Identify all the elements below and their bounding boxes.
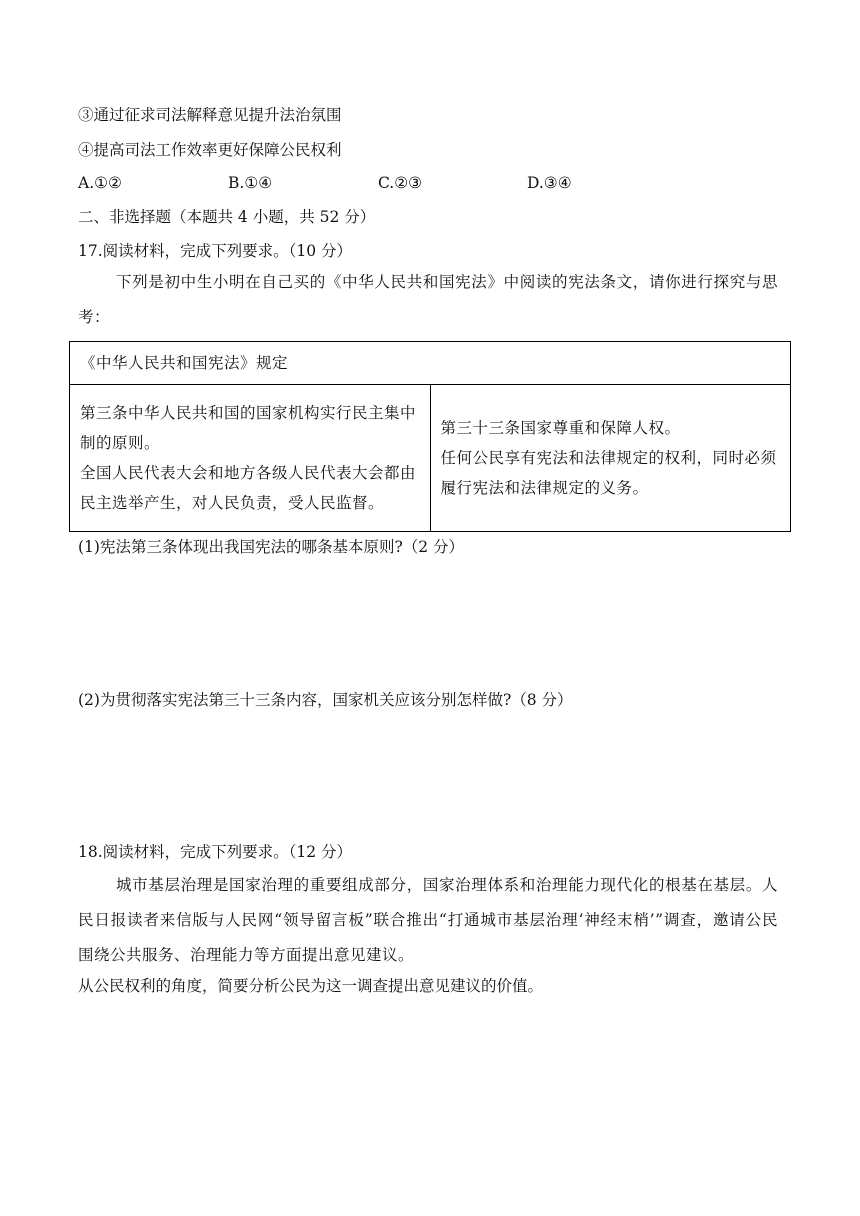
q17-sub2: (2)为贯彻落实宪法第三十三条内容，国家机关应该分别怎样做?（8 分） [78,691,573,709]
q18-question: 从公民权利的角度，简要分析公民为这一调查提出意见建议的价值。 [78,977,544,995]
article-3-text-2: 全国人民代表大会和地方各级人民代表大会都由民主选举产生，对人民负责，受人民监督。 [80,464,417,512]
q18-material: 城市基层治理是国家治理的重要组成部分，国家治理体系和治理能力现代化的根基在基层。人民日报读者来信版与人民网“领导留言板”联合推出“打通城市基层治理‘神经末梢’”调查，邀请公民围绕公共服务、治理能力等方面提出意见建议。 [78,876,778,964]
q17-sub1: (1)宪法第三条体现出我国宪法的哪条基本原则?（2 分） [78,538,465,556]
option-item-3: ③通过征求司法解释意见提升法治氛围 [78,106,342,124]
table-cell-article-3 [70,385,431,532]
q18-title: 18.阅读材料，完成下列要求。（12 分） [78,843,353,861]
choice-d: D.③④ [527,174,572,192]
constitution-table [69,341,791,532]
choice-b: B.①④ [228,174,273,192]
q17-title: 17.阅读材料，完成下列要求。（10 分） [78,242,353,260]
table-cell-article-33 [430,385,791,532]
section-heading: 二、非选择题（本题共 4 小题，共 52 分） [78,208,376,226]
table-header-text: 《中华人民共和国宪法》规定 [80,354,289,372]
q17-intro: 下列是初中生小明在自己买的《中华人民共和国宪法》中阅读的宪法条文，请你进行探究与思考： [78,273,778,326]
table-header [70,342,791,385]
article-33-text-2: 任何公民享有宪法和法律规定的权利，同时必须履行宪法和法律规定的义务。 [440,449,777,497]
option-item-4: ④提高司法工作效率更好保障公民权利 [78,141,342,159]
article-33-text: 第三十三条国家尊重和保障人权。 [440,419,681,437]
choice-c: C.②③ [378,174,423,192]
choice-a: A.①② [78,174,122,192]
article-3-text: 第三条中华人民共和国的国家机构实行民主集中制的原则。 [80,404,417,452]
